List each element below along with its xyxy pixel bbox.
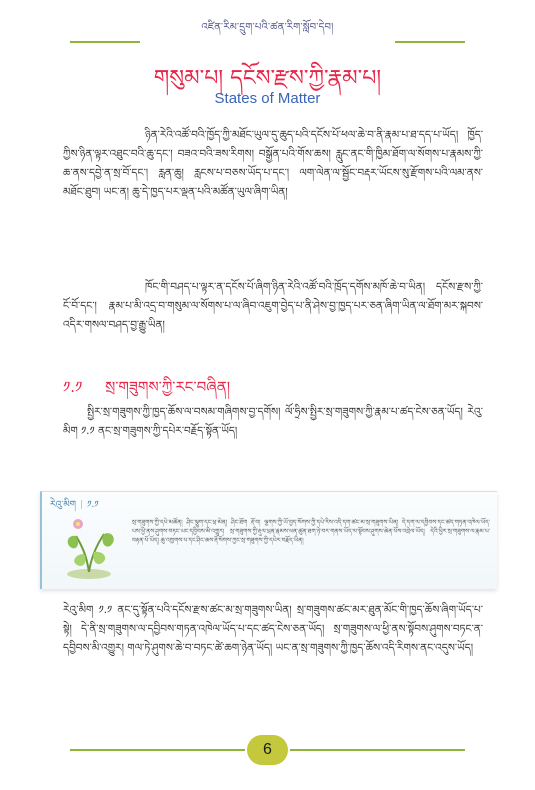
chapter-title-english: States of Matter — [214, 90, 321, 107]
footer-rule-left — [70, 749, 245, 751]
footer-rule-right — [290, 749, 465, 751]
figure-label-separator: | — [80, 500, 84, 510]
running-head: འཛིན་རིམ་དྲུག་པའི་ཚན་རིག་སློབ་དེབ། — [201, 22, 334, 33]
body-paragraph-1: ཉིན་རེའི་འཚོ་བའི་ཁྱོད་ཀྱི་མཐོང་ཡུལ་དུ་ཆུད་པའི་དངོས་པོ་ཕལ་ཆེ་བ་ནི་རྣམ་པ་ཐ་དད་པ་ཡོད། ཁྱོད་ཀྱིས་ཉིན་ལྟར་འཐུང་བའི་ཆུ་དང་། བཟའ་བའི་ཟས་རིགས། བསྒྱོན་པའི་གོས་ཆས། རླུང་ནང་གི་ཁྱིམ་ཐོག་ལ་སོགས་པ་རྣམས་ཀྱི་ཆ་ནས་དབྱེ་ན་སྲ་བོ་དང་། རླན་ཆུ། རླངས་པ་བཅས་ཡོད་པ་དང་། ལག་ལེན་ལ་སྦྱོང་བརྡར་ཡོངས་སུ་རྫོགས་པའི་ལམ་ནས་མཐོང་ཐུབ། ཡང་ན། ཆུ་དེ་ཁྱད་པར་ལྡན་པའི་མཚོན་ཡུལ་ཞིག་ཡིན། — [63, 129, 483, 198]
body-paragraph-3: རེའུ་མིག ༡.༡ ནང་དུ་སྟོན་པའི་དངོས་རྫས་ཚང་མ་སྲ་གཟུགས་ཡིན། སྲ་གཟུགས་ཚང་མར་ཐུན་མོང་གི་ཁྱད་ཆོས་ཞིག་ཡོད་པ་སྟེ། དེ་ནི་སྲ་གཟུགས་ལ་དབྱིབས་གཏན་འཁེལ་ཡོད་པ་དང་ཚད་ངེས་ཅན་ཡོད། སྲ་གཟུགས་ལ་ཕྱི་ནས་སྟོབས་ཤུགས་བཏང་ན་དབྱིབས་མི་འགྱུར། གལ་ཏེ་ཤུགས་ཆེ་བ་བཏང་ཚེ་ཆག་ཉེན་ཡོད། ཡང་ན་སྲ་གཟུགས་ཀྱི་ཁྱད་ཆོས་འདི་རིགས་ནང་འདུས་ཡོད། — [63, 604, 483, 654]
page-number: 6 — [247, 735, 288, 765]
section-number: ༡.༡ — [63, 378, 83, 396]
header-rule-left — [70, 41, 140, 43]
figure-caption: སྲ་གཟུགས་ཀྱི་དཔེ་མཚོན། ཤིང་ལྕུག་དང་ཕྲ་མེན། ཤིང་ཐོག རྡོ་བ། ལྕགས་ཀྱི་ཡོ་བྱད་སོགས་ཀྱི་དཔེ་རིས་འདི་དག་ཚང་མ་སྲ་གཟུགས་ཡིན། དེ་དག་ལ་དབྱིབས་དང་ཚད་གཏན་འཁེལ་ཡོད་པས་ཕྱི་ནས་ཤུགས་བཏང་ཡང་དབྱིབས་མི་འགྱུར། སྲ་གཟུགས་ཀྱི་རྡུལ་ཕྲན་རྣམས་ཕན་ཚུན་ཐག་ཉེ་བར་གནས་ཡོད་ལ་སྟོབས་ཤུགས་ཆེན་པོས་འབྲེལ་ཡོད། དེའི་ཕྱིར་སྲ་གཟུགས་ལ་རྣམ་པ་བརྟན་པོ་ཡོད། ཆུ་འཁྱགས་པ་དང་ཤིང་ཆས་རྡོ་སོགས་ཀྱང་སྲ་གཟུགས་ཀྱི་དཔེར་བརྗོད་ཡིན། — [132, 519, 490, 544]
page-footer — [0, 735, 535, 767]
body-paragraph-2: ཁོང་གི་བཤད་པ་ལྟར་ན་དངོས་པོ་ཞིག་ཉིན་རེའི་འཚོ་བའི་ཁྲོད་དགོས་མཁོ་ཆེ་བ་ཡིན། དངོས་རྫས་ཀྱི་ངོ་བོ་དང་། རྣམ་པ་མི་འདྲ་བ་གསུམ་ལ་སོགས་པ་ལ་ཞིབ་འཇུག་བྱེད་པ་ནི་ཤེས་བྱ་ཁྱད་པར་ཅན་ཞིག་ཡིན་ལ་ཐོག་མར་སྐབས་འདིར་གསལ་བཤད་བྱ་རྒྱུ་ཡིན། — [63, 281, 483, 331]
header-rule-right — [395, 41, 465, 43]
section-intro: སྤྱིར་སྲ་གཟུགས་ཀྱི་ཁྱད་ཆོས་ལ་བསམ་གཞིགས་བྱ་དགོས། ལོ་ཧྲིས་སྤྱིར་སྲ་གཟུགས་ཀྱི་རྣམ་པ་ཚད་ངེས་ཅན་ཡོད། རེའུ་མིག ༡.༡ ནང་སྲ་གཟུགས་ཀྱི་དཔེར་བརྗོད་སྟོན་ཡོད། — [63, 406, 483, 437]
section-title: སྲ་གཟུགས་ཀྱི་རང་བཞིན། — [105, 378, 231, 396]
plant-image — [54, 514, 124, 582]
chapter-title-tibetan: གསུམ་པ། དངོས་རྫས་ཀྱི་རྣམ་པ། — [153, 66, 382, 91]
figure-number: ༡.༡ — [87, 500, 99, 510]
figure-label-text: རེའུ་མིག — [50, 500, 77, 510]
figure-box — [40, 491, 497, 589]
